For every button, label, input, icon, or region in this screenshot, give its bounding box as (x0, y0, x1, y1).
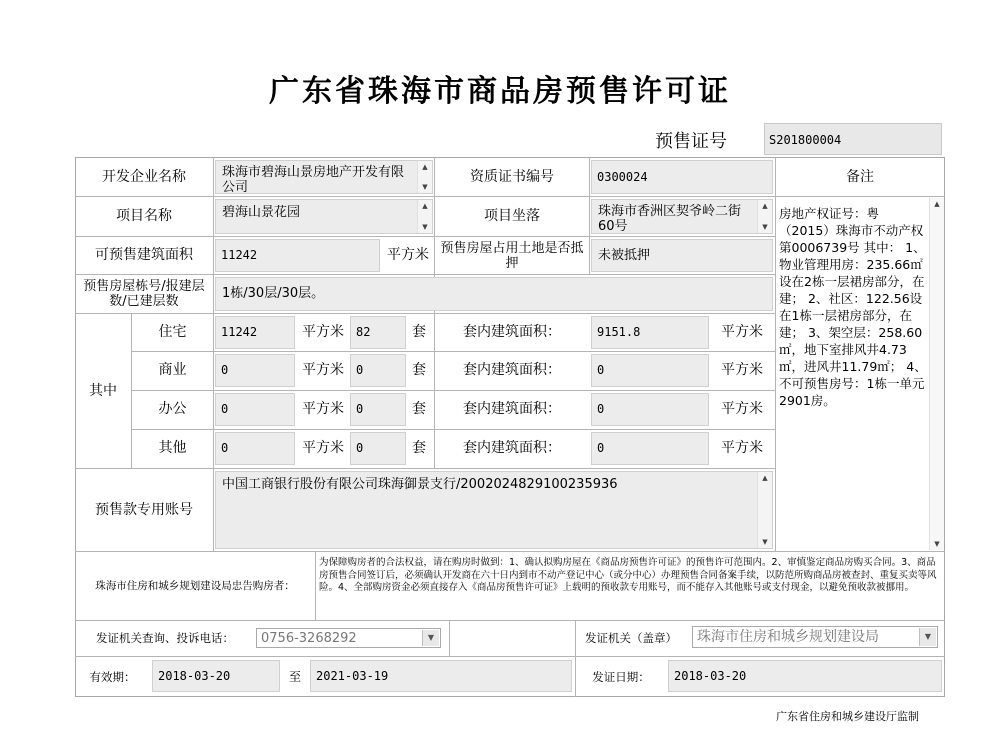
location-field[interactable] (591, 199, 773, 234)
account-scrollbar[interactable] (757, 472, 772, 548)
project-scrollbar[interactable] (417, 200, 432, 233)
breakdown-inner-label: 套内建筑面积： (463, 362, 561, 378)
breakdown-area-field[interactable]: 0 (215, 354, 295, 387)
account-label: 预售款专用账号 (95, 501, 193, 518)
breakdown-inner-unit: 平方米 (721, 362, 763, 378)
developer-value: 珠海市碧海山景房地产开发有限公司 (222, 165, 405, 194)
scroll-up-icon[interactable]: ▲ (934, 200, 940, 208)
location-value: 珠海市香洲区契爷岭二街60号 (598, 204, 742, 234)
mortgage-field[interactable]: 未被抵押 (591, 239, 773, 272)
validity-to-field[interactable]: 2021-03-19 (310, 660, 572, 692)
scroll-up-icon[interactable]: ▲ (762, 474, 768, 482)
breakdown-type-label: 商业 (158, 362, 187, 378)
presale-area-field[interactable]: 11242 (215, 239, 380, 272)
scroll-down-icon[interactable]: ▼ (934, 540, 940, 548)
presale-area-unit: 平方米 (387, 247, 429, 263)
breakdown-inner-label: 套内建筑面积： (463, 401, 561, 417)
issuer-dropdown[interactable] (692, 626, 938, 648)
validity-to-label: 至 (288, 669, 301, 684)
developer-scrollbar[interactable] (417, 161, 432, 193)
developer-field[interactable] (215, 160, 433, 194)
account-field[interactable] (215, 471, 773, 549)
buildings-field[interactable]: 1栋/30层/30层。 (215, 277, 773, 311)
breakdown-count-unit: 套 (412, 440, 426, 456)
project-field[interactable] (215, 199, 433, 234)
validity-from-field[interactable]: 2018-03-20 (152, 660, 280, 692)
notice-label: 珠海市住房和城乡规划建设局忠告购房者： (95, 579, 295, 592)
breakdown-inner-field[interactable]: 9151.8 (591, 316, 709, 349)
breakdown-type-label: 住宅 (158, 324, 187, 340)
cert-no-label: 预售证号 (655, 131, 727, 152)
issue-date-field[interactable]: 2018-03-20 (668, 660, 942, 692)
validity-label: 有效期： (89, 669, 136, 684)
breakdown-area-unit: 平方米 (302, 401, 344, 417)
breakdown-count-field[interactable]: 0 (350, 393, 406, 426)
buildings-label: 预售房屋栋号/报建层数/已建层数 (83, 279, 205, 309)
qual-no-label: 资质证书编号 (470, 168, 554, 185)
account-value: 中国工商银行股份有限公司珠海御景支行/2002024829100235936 (222, 477, 618, 492)
scroll-down-icon[interactable]: ▼ (422, 183, 428, 191)
chevron-down-icon[interactable]: ▼ (919, 628, 936, 646)
breakdown-area-unit: 平方米 (302, 362, 344, 378)
breakdown-count-field[interactable]: 0 (350, 354, 406, 387)
breakdown-count-unit: 套 (412, 401, 426, 417)
breakdown-inner-unit: 平方米 (721, 440, 763, 456)
presale-area-label: 可预售建筑面积 (95, 247, 193, 263)
inquiry-dropdown[interactable] (256, 628, 441, 648)
grid-line (449, 620, 450, 656)
notes-scrollbar[interactable] (929, 198, 944, 550)
notes-label: 备注 (846, 168, 874, 185)
issue-date-label: 发证日期： (592, 669, 650, 684)
breakdown-inner-unit: 平方米 (721, 324, 763, 340)
grid-line (775, 157, 776, 551)
breakdown-type-label: 办公 (158, 401, 187, 417)
breakdown-area-unit: 平方米 (302, 440, 344, 456)
issuer-label: 发证机关（盖章） (585, 631, 677, 645)
location-scrollbar[interactable] (757, 200, 772, 233)
scroll-up-icon[interactable]: ▲ (422, 163, 428, 171)
qual-no-field[interactable]: 0300024 (591, 160, 773, 194)
grid-line (75, 656, 945, 657)
cert-no-field[interactable]: S201800004 (764, 123, 942, 155)
notice-text: 为保障购房者的合法权益，请在购房时做到：1、确认拟购房屋在《商品房预售许可证》的预售许可范围内。2、审慎鉴定商品房购买合同。3、商品房预售合同签订后，必须确认开发商在六十日内到市不动产登记中心（或分中心）办理预售合同备案手续，以防范所购商品房被查封、重复买卖等风险。4、全部购房资金必须直接存入《商品房预售许可证》上载明的预收款专用账号，而不能存入其他账号或支付现金，以避免预收款被挪用。 (319, 557, 937, 593)
issuer-value: 珠海市住房和城乡规划建设局 (697, 629, 879, 645)
breakdown-area-field[interactable]: 0 (215, 393, 295, 426)
developer-label: 开发企业名称 (102, 168, 186, 185)
supervisor-note: 广东省住房和城乡建设厅监制 (776, 710, 919, 723)
breakdown-inner-field[interactable]: 0 (591, 354, 709, 387)
grid-line (775, 196, 945, 197)
notes-text: 房地产权证号：粤（2015）珠海市不动产权第0006739号 其中： 1、物业管理用房：235.66㎡设在2栋一层裙房部分，在建； 2、社区：122.56设在1栋一层裙房部分，在建； 3、架空层：258.60㎡，地下室排风井4.73㎡，进风井11.79㎡； 4、不可预售房号：1栋一单元2901房。 (779, 206, 927, 408)
scroll-down-icon[interactable]: ▼ (762, 538, 768, 546)
mortgage-label: 预售房屋占用土地是否抵押 (440, 240, 584, 271)
breakdown-type-label: 其他 (158, 440, 187, 456)
chevron-down-icon[interactable]: ▼ (422, 630, 439, 646)
inquiry-label: 发证机关查询、投诉电话： (96, 631, 234, 645)
breakdown-inner-field[interactable]: 0 (591, 393, 709, 426)
certificate-title: 广东省珠海市商品房预售许可证 (269, 74, 731, 109)
inquiry-value: 0756-3268292 (261, 631, 357, 646)
breakdown-area-field[interactable]: 0 (215, 432, 295, 465)
breakdown-inner-field[interactable]: 0 (591, 432, 709, 465)
breakdown-group-label: 其中 (89, 382, 117, 399)
scroll-up-icon[interactable]: ▲ (762, 202, 768, 210)
breakdown-area-field[interactable]: 11242 (215, 316, 295, 349)
grid-line (213, 157, 214, 551)
project-value: 碧海山景花园 (222, 205, 301, 220)
breakdown-count-unit: 套 (412, 324, 426, 340)
breakdown-inner-label: 套内建筑面积： (463, 324, 561, 340)
breakdown-inner-label: 套内建筑面积： (463, 440, 561, 456)
breakdown-count-field[interactable]: 0 (350, 432, 406, 465)
location-label: 项目坐落 (484, 208, 540, 224)
breakdown-inner-unit: 平方米 (721, 401, 763, 417)
grid-line (589, 157, 590, 274)
scroll-down-icon[interactable]: ▼ (762, 223, 768, 231)
breakdown-area-unit: 平方米 (302, 324, 344, 340)
breakdown-count-unit: 套 (412, 362, 426, 378)
project-label: 项目名称 (116, 208, 172, 224)
breakdown-count-field[interactable]: 82 (350, 316, 406, 349)
scroll-down-icon[interactable]: ▼ (422, 223, 428, 231)
grid-line (315, 551, 316, 620)
scroll-up-icon[interactable]: ▲ (422, 202, 428, 210)
